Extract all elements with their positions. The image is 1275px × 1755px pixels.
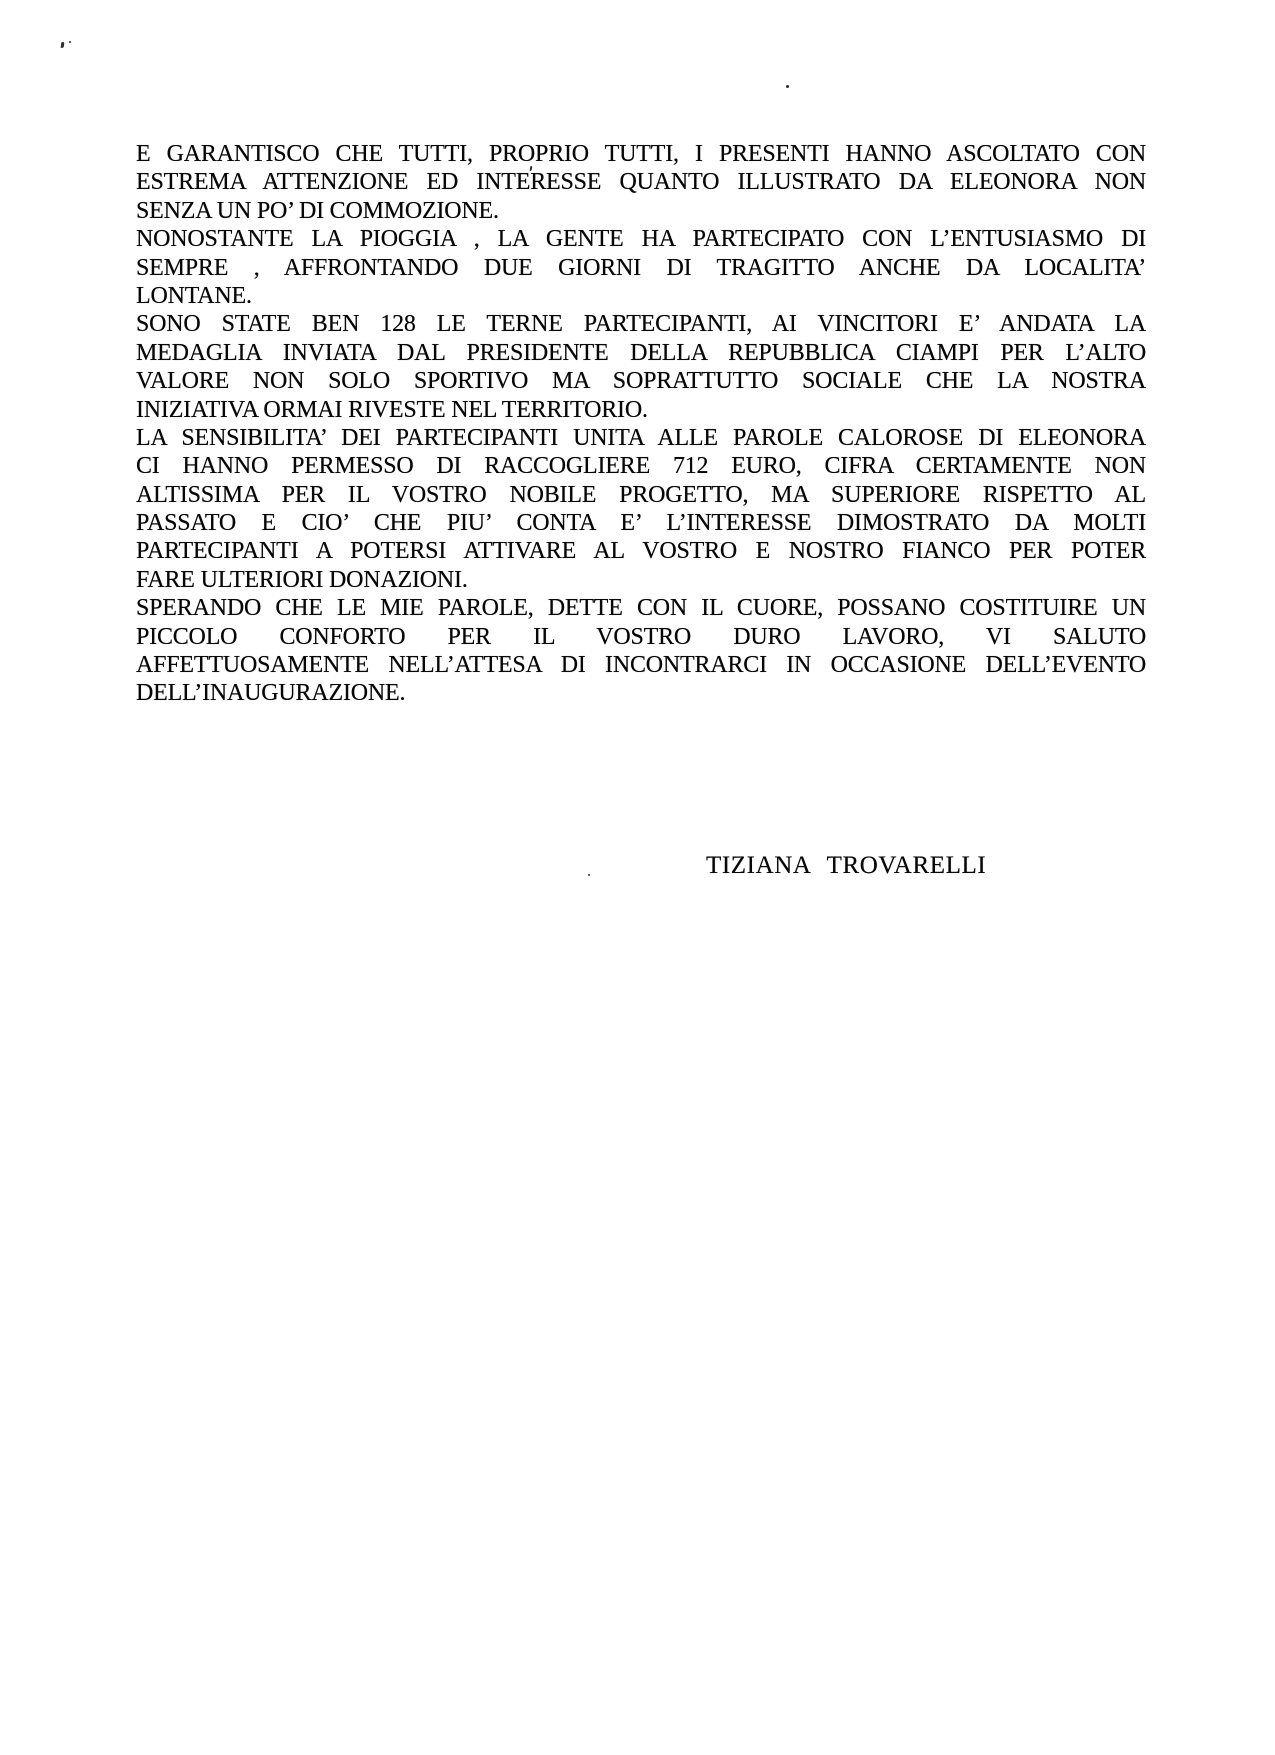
signature: TIZIANA TROVARELLI <box>706 852 987 879</box>
text-line: CI HANNO PERMESSO DI RACCOGLIERE 712 EURO, CIFRA CERTAMENTE NON <box>136 453 1146 480</box>
text-line: NONOSTANTE LA PIOGGIA , LA GENTE HA PARTECIPATO CON L’ENTUSIASMO DI <box>136 226 1146 253</box>
text-line: ESTREMA ATTENZIONE ED INTERESSE QUANTO ILLUSTRATO DA ELEONORA NON <box>136 169 1146 196</box>
scan-speck <box>786 85 789 88</box>
text-line: PICCOLO CONFORTO PER IL VOSTRO DURO LAVORO, VI SALUTO <box>136 623 1146 650</box>
text-line: LA SENSIBILITA’ DEI PARTECIPANTI UNITA ALLE PAROLE CALOROSE DI ELEONORA <box>136 424 1146 451</box>
text-line: SPERANDO CHE LE MIE PAROLE, DETTE CON IL CUORE, POSSANO COSTITUIRE UN <box>136 595 1146 622</box>
text-line: SENZA UN PO’ DI COMMOZIONE. <box>136 197 499 224</box>
text-line: VALORE NON SOLO SPORTIVO MA SOPRATTUTTO SOCIALE CHE LA NOSTRA <box>136 368 1146 395</box>
text-line: SEMPRE , AFFRONTANDO DUE GIORNI DI TRAGITTO ANCHE DA LOCALITA’ <box>136 254 1146 281</box>
text-line: PARTECIPANTI A POTERSI ATTIVARE AL VOSTRO E NOSTRO FIANCO PER POTER <box>136 538 1146 565</box>
text-line: DELL’INAUGURAZIONE. <box>136 680 406 707</box>
text-line: PASSATO E CIO’ CHE PIU’ CONTA E’ L’INTERESSE DIMOSTRATO DA MOLTI <box>136 510 1146 537</box>
text-line: FARE ULTERIORI DONAZIONI. <box>136 566 468 593</box>
text-line: ALTISSIMA PER IL VOSTRO NOBILE PROGETTO, MA SUPERIORE RISPETTO AL <box>136 481 1146 508</box>
text-line: MEDAGLIA INVIATA DAL PRESIDENTE DELLA REPUBBLICA CIAMPI PER L’ALTO <box>136 339 1146 366</box>
text-line: E GARANTISCO CHE TUTTI, PROPRIO TUTTI, I PRESENTI HANNO ASCOLTATO CON <box>136 141 1146 167</box>
text-line: INIZIATIVA ORMAI RIVESTE NEL TERRITORIO. <box>136 396 648 423</box>
letter-body <box>136 140 1146 708</box>
text-line: LONTANE. <box>136 282 252 309</box>
scan-speck <box>61 42 65 48</box>
text-line: SONO STATE BEN 128 LE TERNE PARTECIPANTI, AI VINCITORI E’ ANDATA LA <box>136 311 1146 338</box>
scan-speck <box>588 874 590 876</box>
scan-speck <box>69 41 71 43</box>
text-line: AFFETTUOSAMENTE NELL’ATTESA DI INCONTRARCI IN OCCASIONE DELL’EVENTO <box>136 652 1146 679</box>
